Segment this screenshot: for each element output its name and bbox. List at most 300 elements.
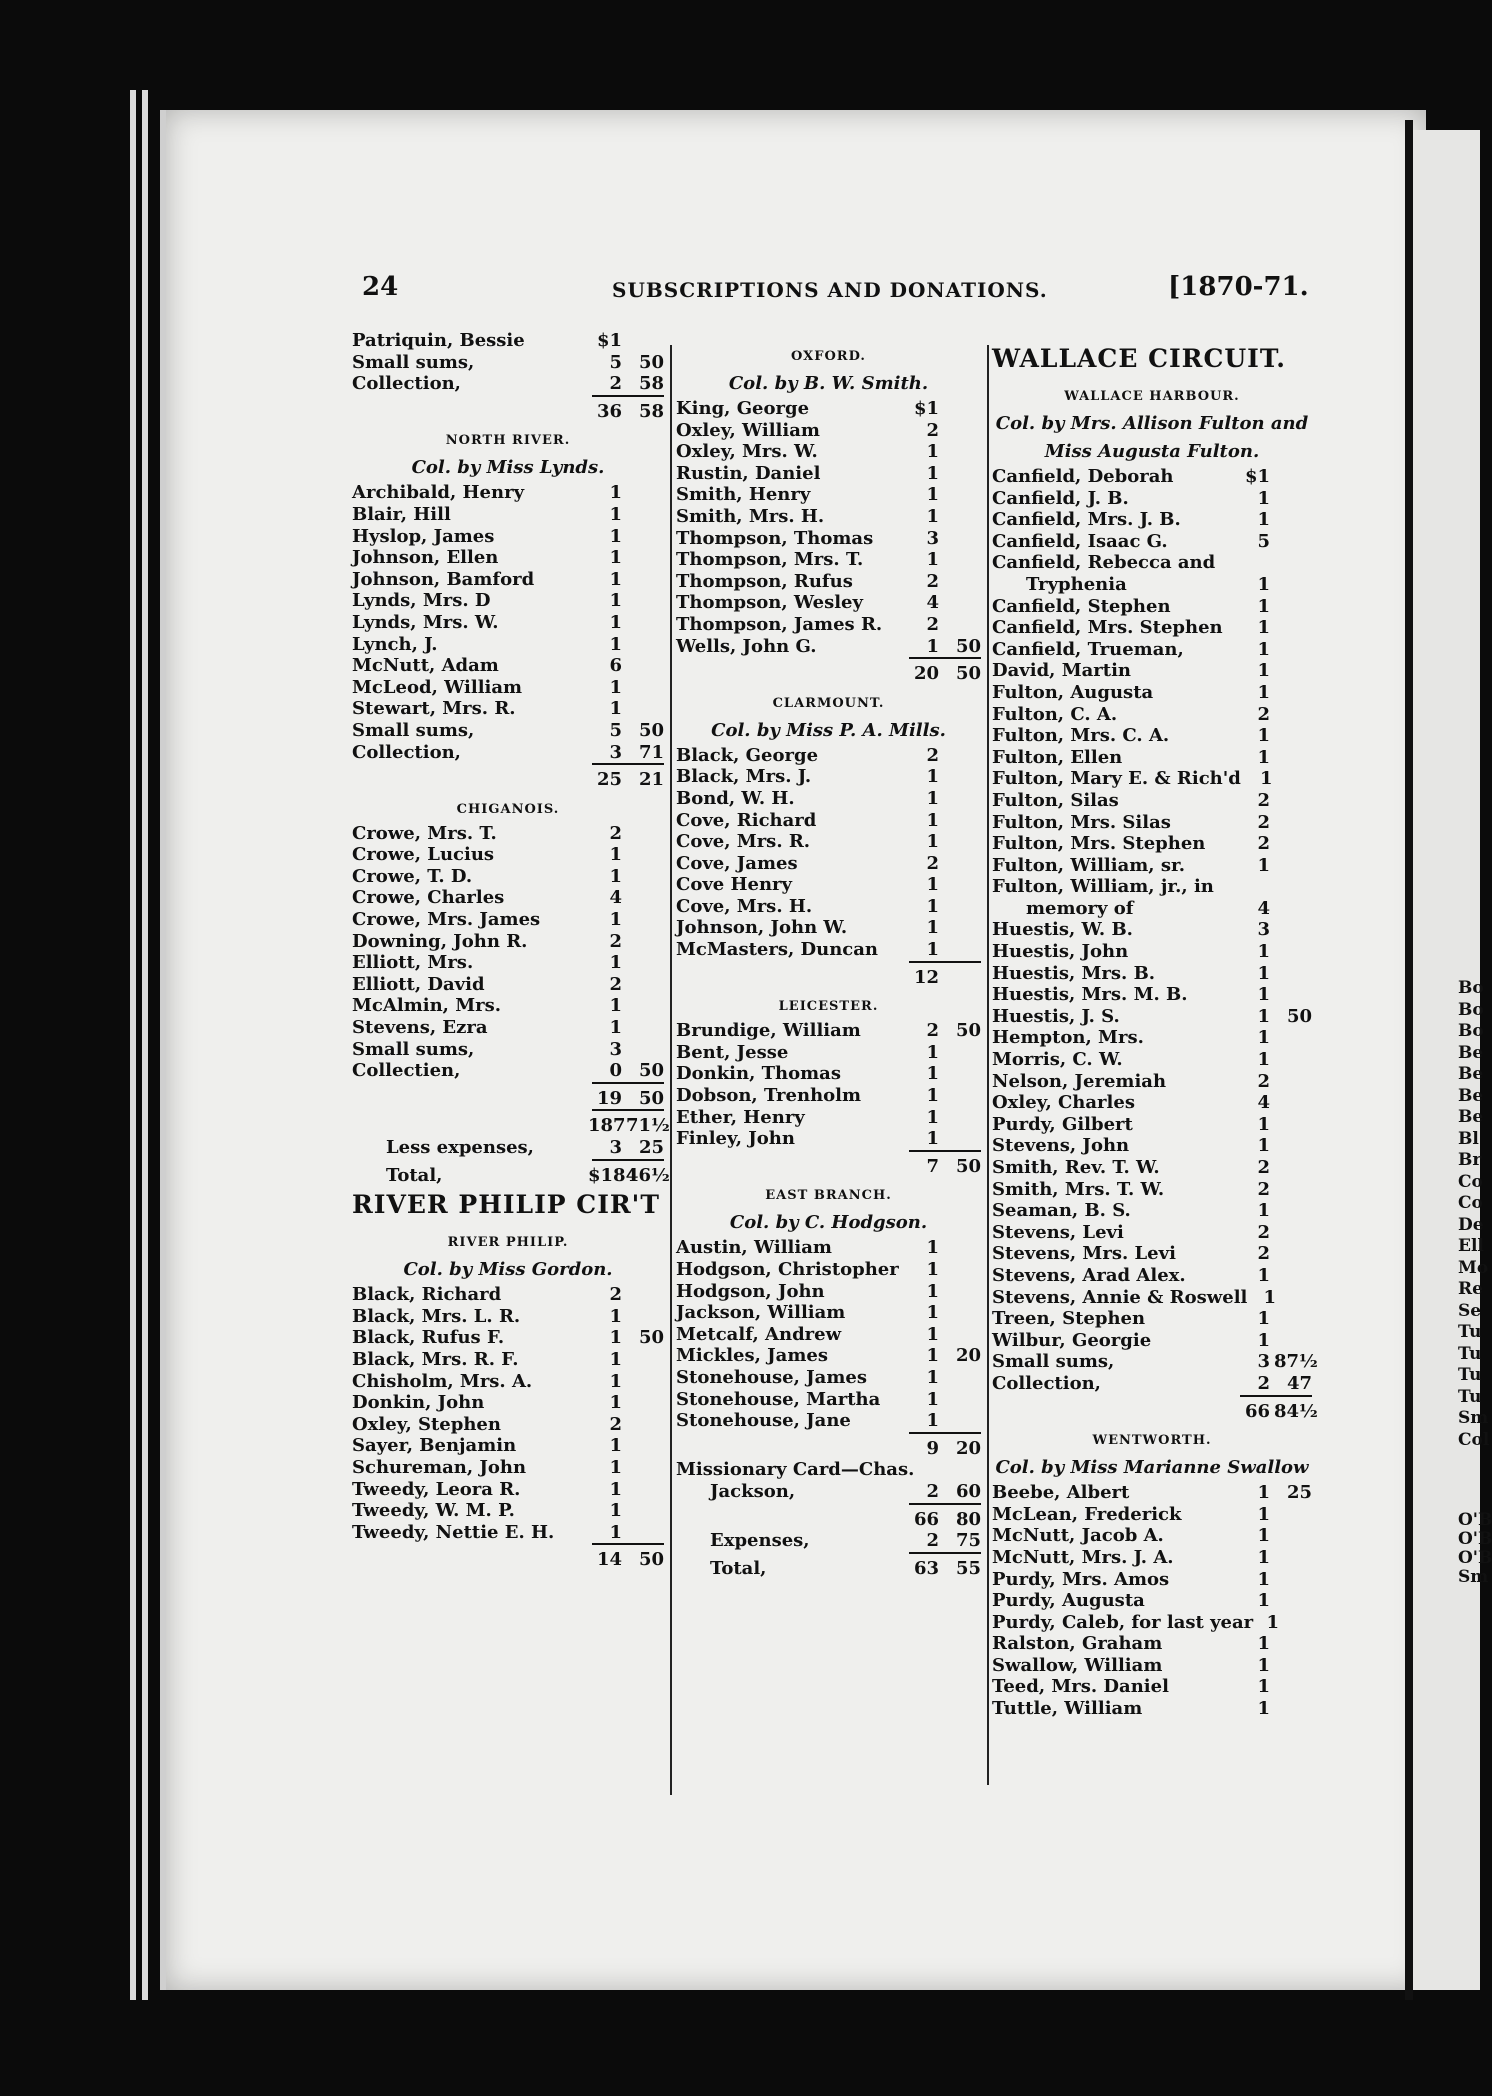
entry-cents: 87½: [1274, 1351, 1318, 1373]
entry-name: Smith, Mrs. T. W.: [992, 1178, 1165, 1200]
entry-cents: 71: [638, 741, 664, 763]
entry-cents: 50: [955, 663, 981, 685]
entry-name: Cove, Mrs. H.: [676, 895, 813, 917]
entry-name: Oxley, Mrs. W.: [676, 441, 818, 463]
fragment-text: Be: [1458, 1107, 1484, 1127]
entry-name: Thompson, Mrs. T.: [676, 549, 864, 571]
entry-name: Beebe, Albert: [992, 1482, 1130, 1504]
entry-dollars: 2: [926, 570, 939, 592]
entry-cents: [939, 1085, 981, 1107]
entry-cents: [939, 1107, 981, 1129]
entry-cents: [1270, 1200, 1312, 1222]
entry-name: Wilbur, Georgie: [992, 1329, 1152, 1351]
entry-dollars: 1: [609, 1348, 622, 1370]
list-item: [676, 549, 981, 571]
entry-name: Crowe, Mrs. James: [352, 909, 541, 931]
list-item: [352, 823, 664, 845]
entry-cents: 50: [955, 1020, 981, 1042]
list-item: [992, 704, 1312, 726]
entry-dollars: 1: [926, 766, 939, 788]
entry-cents: [1270, 898, 1312, 920]
entry-dollars: 1: [926, 441, 939, 463]
entry-dollars: 1: [1257, 984, 1270, 1006]
entry-cents: [1270, 1330, 1312, 1352]
entry-name: Hodgson, Christopher: [676, 1259, 899, 1280]
collector-line: Col. by B. W. Smith.: [728, 373, 929, 394]
entry-cents: [939, 1128, 981, 1150]
fragment-text: Bl: [1458, 1128, 1479, 1149]
entry-cents: [622, 1392, 664, 1414]
entry-name: Hyslop, James: [352, 525, 495, 547]
list-item: [352, 698, 664, 720]
entry-dollars: 1: [609, 525, 622, 547]
fragment-text: Co: [1458, 1193, 1483, 1213]
entry-name: Oxley, William: [676, 419, 820, 441]
entry-dollars: 3: [609, 1137, 622, 1158]
section-heading: WENTWORTH.: [1092, 1433, 1212, 1449]
fragment-text: Mo: [1458, 1257, 1489, 1278]
fragment-text: Tu: [1458, 1343, 1482, 1364]
entry-name: David, Martin: [992, 660, 1131, 682]
entry-name: Smith, Mrs. H.: [676, 505, 825, 527]
entry-dollars: 4: [1257, 1092, 1270, 1114]
list-item: [352, 866, 664, 888]
entry-name: [676, 1156, 905, 1178]
entry-name: Canfield, Stephen: [992, 595, 1171, 617]
list-item: [352, 1435, 664, 1457]
entry-name: Bond, W. H.: [676, 787, 795, 809]
entry-name: Black, Mrs. R. F.: [352, 1348, 519, 1370]
entry-dollars: 4: [609, 887, 622, 909]
entry-dollars: 1: [926, 1128, 939, 1150]
entry-name: Nelson, Jeremiah: [992, 1070, 1167, 1092]
entry-cents: [622, 1435, 664, 1457]
entry-dollars: 1: [1257, 1329, 1270, 1351]
fragment-text: Br: [1458, 1150, 1482, 1170]
entry-cents: [939, 831, 981, 853]
list-item: [676, 1558, 981, 1580]
entry-dollars: 2: [926, 744, 939, 766]
entry-dollars: 5: [609, 351, 622, 373]
entry-cents: [622, 1457, 664, 1479]
list-item: [992, 1373, 1312, 1395]
list-item: [352, 1039, 664, 1061]
entry-cents: [939, 967, 981, 989]
entry-name: Lynds, Mrs. D: [352, 590, 491, 612]
page-number: 24: [362, 272, 399, 302]
list-item: [676, 1509, 981, 1531]
entry-name: [352, 769, 588, 791]
list-item: [352, 1284, 664, 1306]
entry-name: Dobson, Trenholm: [676, 1085, 862, 1107]
entry-cents: 71½: [626, 1115, 670, 1137]
entry-cents: [1270, 833, 1312, 855]
entry-cents: 50: [638, 1327, 664, 1349]
entry-cents: [622, 1414, 664, 1436]
entry-name: Fulton, Silas: [992, 789, 1119, 811]
entry-cents: [1270, 1308, 1312, 1330]
column-divider: [987, 345, 989, 1785]
entry-dollars: 14: [596, 1549, 622, 1571]
list-item: [352, 1349, 664, 1371]
list-item: [352, 401, 664, 423]
entry-dollars: 1: [926, 831, 939, 853]
fragment-text: Tu: [1458, 1386, 1482, 1407]
collector-line: Col. by C. Hodgson.: [729, 1212, 928, 1234]
entry-name: Huestis, John: [992, 941, 1129, 963]
entry-name: Small sums,: [352, 719, 475, 741]
entry-dollars: 1: [1257, 1200, 1270, 1222]
list-item: [352, 330, 664, 352]
entry-name: Tuttle, William: [992, 1698, 1143, 1720]
entry-cents: [1270, 1590, 1312, 1612]
entry-cents: [1270, 876, 1312, 898]
entry-name: Canfield, Mrs. J. B.: [992, 509, 1181, 531]
entry-cents: [1270, 1698, 1312, 1720]
list-item: [992, 1027, 1312, 1049]
entry-name: Thompson, Rufus: [676, 570, 853, 592]
entry-cents: [622, 612, 664, 634]
entry-name: Cove Henry: [676, 874, 792, 896]
fragment-text: Se: [1458, 1300, 1482, 1321]
entry-name: Stevens, Mrs. Levi: [992, 1243, 1176, 1265]
entry-cents: [1270, 509, 1312, 531]
entry-cents: [1270, 855, 1312, 877]
list-item: [352, 909, 664, 931]
fragment-text: Sm: [1458, 1408, 1489, 1428]
entry-name: Small sums,: [352, 351, 475, 373]
entry-name: Donkin, Thomas: [676, 1063, 841, 1085]
entry-dollars: 1: [1257, 962, 1270, 984]
page-edge: [130, 90, 136, 2000]
entry-dollars: 1: [926, 809, 939, 831]
entry-cents: [622, 504, 664, 526]
entry-dollars: 63: [913, 1557, 939, 1579]
entry-cents: [622, 1479, 664, 1501]
entry-cents: [622, 655, 664, 677]
list-item: [676, 745, 981, 767]
entry-dollars: 1: [1257, 1633, 1270, 1655]
entry-cents: [1270, 596, 1312, 618]
fragment-text: De: [1458, 1214, 1484, 1235]
entry-cents: [1270, 1027, 1312, 1049]
entry-cents: [1270, 984, 1312, 1006]
collector-line: Miss Augusta Fulton.: [1044, 441, 1260, 462]
entry-dollars: 1: [926, 1345, 939, 1367]
entry-name: Morris, C. W.: [992, 1049, 1123, 1071]
entry-name: King, George: [676, 398, 810, 419]
list-item: [676, 917, 981, 939]
entry-cents: [1270, 1114, 1312, 1136]
list-item: [676, 1042, 981, 1064]
list-item: [352, 634, 664, 656]
entry-name: Huestis, W. B.: [992, 919, 1133, 941]
entry-cents: 50: [955, 1155, 981, 1177]
entry-name: [992, 1401, 1236, 1423]
page-year: [1870-71.: [1168, 272, 1309, 302]
entry-name: Canfield, J. B.: [992, 487, 1129, 509]
list-item: [352, 677, 664, 699]
entry-dollars: 1: [926, 1388, 939, 1410]
entry-cents: [939, 592, 981, 614]
entry-dollars: 19: [596, 1087, 622, 1109]
fragment-text: Tu: [1458, 1322, 1482, 1342]
entry-dollars: 1: [1257, 487, 1270, 509]
list-item: [992, 1547, 1312, 1569]
entry-cents: [1270, 941, 1312, 963]
entry-name: Chisholm, Mrs. A.: [352, 1370, 533, 1392]
entry-cents: [1270, 704, 1312, 726]
entry-cents: [622, 1306, 664, 1328]
entry-dollars: 5: [609, 719, 622, 741]
list-item: [992, 509, 1312, 531]
entry-cents: [1270, 1049, 1312, 1071]
entry-name: Small sums,: [352, 1038, 475, 1060]
entry-name: Bent, Jesse: [676, 1041, 789, 1063]
entry-dollars: 2: [1257, 1070, 1270, 1092]
fragment-text: Be: [1458, 1085, 1484, 1106]
entry-name: Metcalf, Andrew: [676, 1323, 842, 1345]
entry-dollars: 1: [1257, 1654, 1270, 1676]
entry-name: Purdy, Caleb, for last year: [992, 1611, 1254, 1633]
entry-name: Small sums,: [992, 1351, 1115, 1373]
list-item: [992, 1114, 1312, 1136]
entry-cents: [939, 506, 981, 528]
list-item: [352, 887, 664, 909]
list-item: [352, 352, 664, 374]
entry-dollars: 3: [1257, 919, 1270, 941]
entry-name: Cove, James: [676, 852, 798, 874]
list-item: [992, 790, 1312, 812]
list-item: [352, 1414, 664, 1436]
list-item: [676, 636, 981, 658]
entry-cents: [622, 590, 664, 612]
entry-dollars: [1236, 876, 1270, 898]
list-item: [992, 466, 1312, 488]
list-item: [676, 420, 981, 442]
entry-dollars: 1: [609, 995, 622, 1017]
entry-cents: [939, 788, 981, 810]
entry-cents: [1270, 1135, 1312, 1157]
list-item: [352, 720, 664, 742]
list-item: [992, 1482, 1312, 1504]
entry-cents: [939, 1410, 981, 1432]
entry-dollars: 1: [926, 1063, 939, 1085]
list-item: [352, 1500, 664, 1522]
entry-dollars: 1: [1257, 1027, 1270, 1049]
entry-dollars: 3: [609, 1038, 622, 1060]
entry-cents: [622, 482, 664, 504]
entry-cents: [622, 547, 664, 569]
entry-cents: [622, 931, 664, 953]
collector-line: Col. by Miss Gordon.: [403, 1259, 613, 1281]
entry-cents: 50: [638, 1087, 664, 1109]
list-item: [992, 488, 1312, 510]
list-item: [992, 1135, 1312, 1157]
entry-dollars: 1: [1257, 1568, 1270, 1590]
entry-name: Huestis, J. S.: [992, 1005, 1120, 1027]
entry-dollars: 1: [1257, 1546, 1270, 1568]
entry-dollars: 1: [926, 1237, 939, 1259]
entry-name: Mickles, James: [676, 1345, 828, 1367]
entry-name: [352, 1549, 588, 1571]
list-item: [676, 571, 981, 593]
entry-dollars: $1: [596, 330, 622, 351]
entry-cents: [1270, 919, 1312, 941]
entry-name: Huestis, Mrs. M. B.: [992, 984, 1188, 1006]
list-item: [676, 788, 981, 810]
list-item: [676, 896, 981, 918]
entry-cents: [622, 974, 664, 996]
entry-dollars: 2: [1257, 1243, 1270, 1265]
entry-name: Collectien,: [352, 1060, 461, 1082]
entry-cents: [939, 441, 981, 463]
entry-dollars: 1: [609, 547, 622, 569]
entry-cents: [1273, 768, 1312, 790]
list-item: [676, 528, 981, 550]
list-item: [992, 768, 1312, 790]
list-item: [992, 1698, 1312, 1720]
list-item: [352, 373, 664, 395]
column-2: [676, 338, 981, 1579]
entry-name: Lynds, Mrs. W.: [352, 611, 499, 633]
entry-cents: [1270, 1092, 1312, 1114]
circuit-heading: RIVER PHILIP CIR'T: [352, 1190, 660, 1220]
entry-dollars: 1: [1257, 1264, 1270, 1286]
entry-name: Johnson, Ellen: [352, 547, 499, 569]
list-item: [352, 952, 664, 974]
entry-dollars: 1: [609, 1478, 622, 1500]
entry-cents: [622, 823, 664, 845]
list-item: [352, 1549, 664, 1571]
entry-cents: [1270, 1071, 1312, 1093]
entry-name: Austin, William: [676, 1237, 832, 1259]
entry-cents: [1270, 1569, 1312, 1591]
entry-dollars: 1: [1266, 1611, 1280, 1633]
entry-dollars: 1: [609, 1521, 622, 1543]
list-item: [352, 1137, 664, 1159]
entry-dollars: 3: [1257, 1351, 1270, 1373]
fragment-text: O'B: [1458, 1529, 1492, 1549]
entry-name: McLean, Frederick: [992, 1503, 1182, 1525]
entry-cents: [1270, 1179, 1312, 1201]
entry-name: Huestis, Mrs. B.: [992, 962, 1156, 984]
entry-name: Fulton, Mary E. & Rich'd: [992, 768, 1241, 790]
list-item: [676, 1438, 981, 1460]
list-item: [992, 1222, 1312, 1244]
entry-name: Stevens, Arad Alex.: [992, 1264, 1186, 1286]
entry-dollars: 2: [1257, 1178, 1270, 1200]
entry-dollars: 1: [926, 505, 939, 527]
entry-dollars: 1: [926, 917, 939, 939]
entry-dollars: 1: [1257, 638, 1270, 660]
entry-cents: 20: [955, 1437, 981, 1459]
list-item: [992, 833, 1312, 855]
entry-cents: 25: [1286, 1482, 1312, 1504]
entry-name: Stevens, Ezra: [352, 1017, 488, 1039]
list-item: [352, 1017, 664, 1039]
entry-dollars: $1: [1244, 466, 1270, 487]
entry-name: Archibald, Henry: [352, 482, 525, 504]
list-item: [992, 876, 1312, 898]
entry-cents: 80: [955, 1508, 981, 1530]
entry-cents: 60: [955, 1480, 981, 1502]
entry-dollars: 1: [926, 462, 939, 484]
entry-dollars: 1: [926, 1323, 939, 1345]
column-1: [352, 330, 670, 1571]
list-item: [676, 853, 981, 875]
list-item: [992, 941, 1312, 963]
fragment-text: Tu: [1458, 1365, 1482, 1385]
entry-name: Stevens, Levi: [992, 1221, 1124, 1243]
list-item: [676, 1237, 981, 1259]
fragment-text: Co: [1458, 1171, 1483, 1192]
entry-cents: [939, 874, 981, 896]
entry-cents: [939, 896, 981, 918]
entry-dollars: 0: [609, 1060, 622, 1082]
entry-cents: [939, 1324, 981, 1346]
entry-name: Total,: [386, 1164, 443, 1186]
entry-cents: [939, 766, 981, 788]
entry-name: Fulton, Mrs. C. A.: [992, 725, 1170, 747]
entry-dollars: 1: [1257, 509, 1270, 531]
entry-name: Fulton, Mrs. Silas: [992, 811, 1171, 833]
list-item: [352, 995, 664, 1017]
entry-cents: [939, 571, 981, 593]
entry-dollars: 1: [926, 484, 939, 506]
entry-dollars: 1: [609, 1435, 622, 1457]
entry-name: Crowe, Charles: [352, 887, 505, 909]
entry-dollars: 1: [1257, 681, 1270, 703]
entry-dollars: 1: [609, 1500, 622, 1522]
collector-line: Col. by Miss Marianne Swallow: [995, 1457, 1309, 1479]
entry-name: Black, Mrs. J.: [676, 766, 812, 788]
entry-cents: [939, 1063, 981, 1085]
list-item: [352, 569, 664, 591]
entry-name: Collection,: [992, 1372, 1101, 1394]
entry-cents: [939, 1042, 981, 1064]
list-item: [992, 660, 1312, 682]
entry-dollars: 36: [596, 400, 622, 422]
section-heading: CLARMOUNT.: [772, 695, 885, 711]
entry-dollars: 1: [926, 1085, 939, 1107]
list-item: [676, 463, 981, 485]
entry-dollars: 1: [1257, 1482, 1270, 1504]
entry-dollars: 2: [926, 1020, 939, 1042]
list-item: [992, 1265, 1312, 1287]
entry-cents: [1270, 1243, 1312, 1265]
entry-name: Canfield, Deborah: [992, 466, 1174, 487]
entry-cents: 47: [1286, 1372, 1312, 1394]
entry-name: Tweedy, Leora R.: [352, 1478, 521, 1500]
list-item: [352, 526, 664, 548]
entry-dollars: 25: [596, 769, 622, 791]
entry-dollars: 1: [609, 1305, 622, 1327]
entry-cents: [622, 569, 664, 591]
column-3: [992, 340, 1318, 1720]
list-item: [352, 504, 664, 526]
entry-cents: [622, 1284, 664, 1306]
entry-cents: [1270, 1265, 1312, 1287]
list-item: [992, 1071, 1312, 1093]
entry-dollars: 1: [609, 676, 622, 698]
entry-dollars: 1: [1257, 1308, 1270, 1330]
list-item: [676, 1107, 981, 1129]
entry-name: Finley, John: [676, 1128, 795, 1150]
entry-dollars: 1: [1257, 1049, 1270, 1071]
entry-name: Hodgson, John: [676, 1280, 825, 1302]
entry-cents: [939, 1237, 981, 1259]
